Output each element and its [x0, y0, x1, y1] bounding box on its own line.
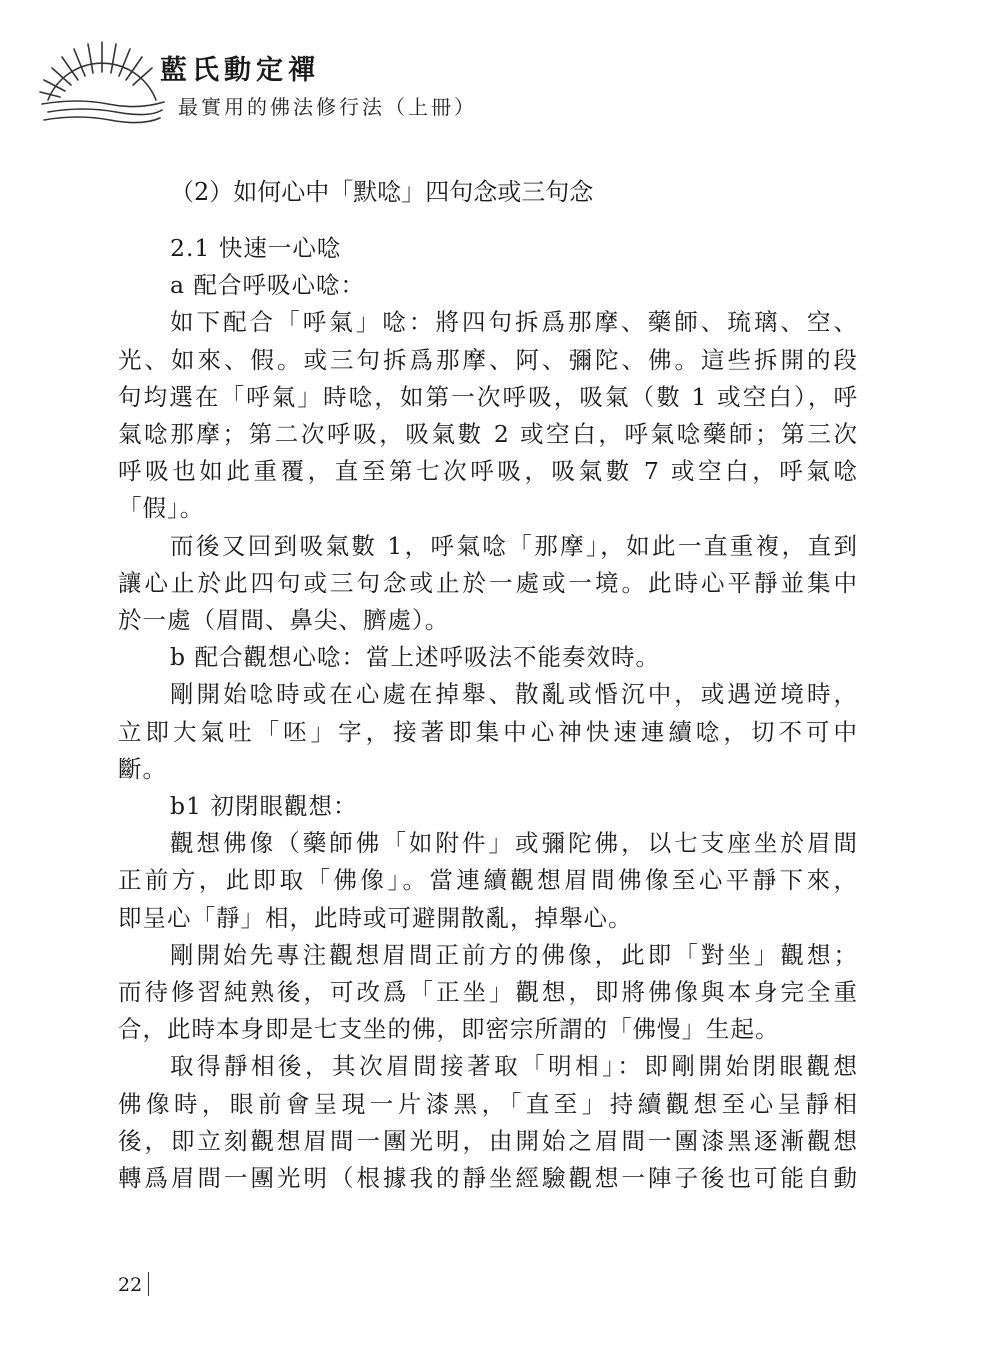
text-line: 剛開始先專注觀想眉間正前方的佛像，此即「對坐」觀想； [170, 940, 858, 969]
text-line: b1 初閉眼觀想： [170, 792, 358, 821]
text-line: 句均選在「呼氣」時唸，如第一次呼吸，吸氣（數 1 或空白），呼 [118, 382, 858, 411]
text-line: 呼吸也如此重覆，直至第七次呼吸，吸氣數 7 或空白，呼氣唸 [118, 457, 858, 486]
rising-sun-icon [38, 38, 168, 133]
text-line: 如下配合「呼氣」唸：將四句拆爲那摩、藥師、琉璃、空、 [170, 308, 858, 337]
text-line: a 配合呼吸心唸： [170, 271, 365, 300]
text-line: b 配合觀想心唸：當上述呼吸法不能奏效時。 [170, 643, 661, 672]
text-line: 正前方，此即取「佛像」。當連續觀想眉間佛像至心平靜下來， [118, 866, 858, 895]
text-line: 佛像時，眼前會呈現一片漆黑，「直至」持續觀想至心呈靜相 [118, 1089, 858, 1118]
paragraph-lines [118, 230, 858, 1197]
text-line: 立即大氣吐「呸」字，接著即集中心神快速連續唸，切不可中 [118, 717, 858, 746]
page-number-divider [148, 1272, 149, 1296]
text-line: 即呈心「靜」相，此時或可避開散亂，掉舉心。 [118, 903, 633, 932]
text-line: 後，即立刻觀想眉間一團光明，由開始之眉間一團漆黑逐漸觀想 [118, 1126, 858, 1155]
text-line: 而後又回到吸氣數 1，呼氣唸「那摩」，如此一直重複，直到 [170, 531, 858, 560]
text-line: 合，此時本身即是七支坐的佛，即密宗所謂的「佛慢」生起。 [118, 1015, 780, 1044]
text-line: 讓心止於此四句或三句念或止於一處或一境。此時心平靜並集中 [118, 568, 858, 597]
book-subtitle: 最實用的佛法修行法（上冊） [178, 95, 477, 119]
text-line: 轉爲眉間一團光明（根據我的靜坐經驗觀想一陣子後也可能自動 [118, 1164, 858, 1193]
text-line: 而待修習純熟後，可改爲「正坐」觀想，即將佛像與本身完全重 [118, 978, 858, 1007]
text-line: 氣唸那摩；第二次呼吸，吸氣數 2 或空白，呼氣唸藥師；第三次 [118, 420, 858, 449]
page-body [118, 172, 858, 1197]
text-line: 取得靜相後，其次眉間接著取「明相」：即剛開始閉眼觀想 [170, 1052, 858, 1081]
text-line: 觀想佛像（藥師佛「如附件」或彌陀佛，以七支座坐於眉間 [170, 829, 858, 858]
page-number: 22 [118, 1274, 143, 1296]
text-line: 剛開始唸時或在心處在掉舉、散亂或惛沉中，或遇逆境時， [170, 680, 858, 709]
section-heading: （2）如何心中「默唸」四句念或三句念 [170, 178, 594, 206]
text-line: 2.1 快速一心唸 [170, 234, 342, 262]
text-line: 光、如來、假。或三句拆爲那摩、阿、彌陀、佛。這些拆開的段 [118, 345, 858, 374]
book-title: 藍氏動定禪 [160, 55, 320, 86]
text-line: 於一處（眉間、鼻尖、臍處）。 [118, 606, 450, 635]
text-line: 「假」。 [118, 494, 205, 523]
text-line: 斷。 [118, 754, 167, 783]
